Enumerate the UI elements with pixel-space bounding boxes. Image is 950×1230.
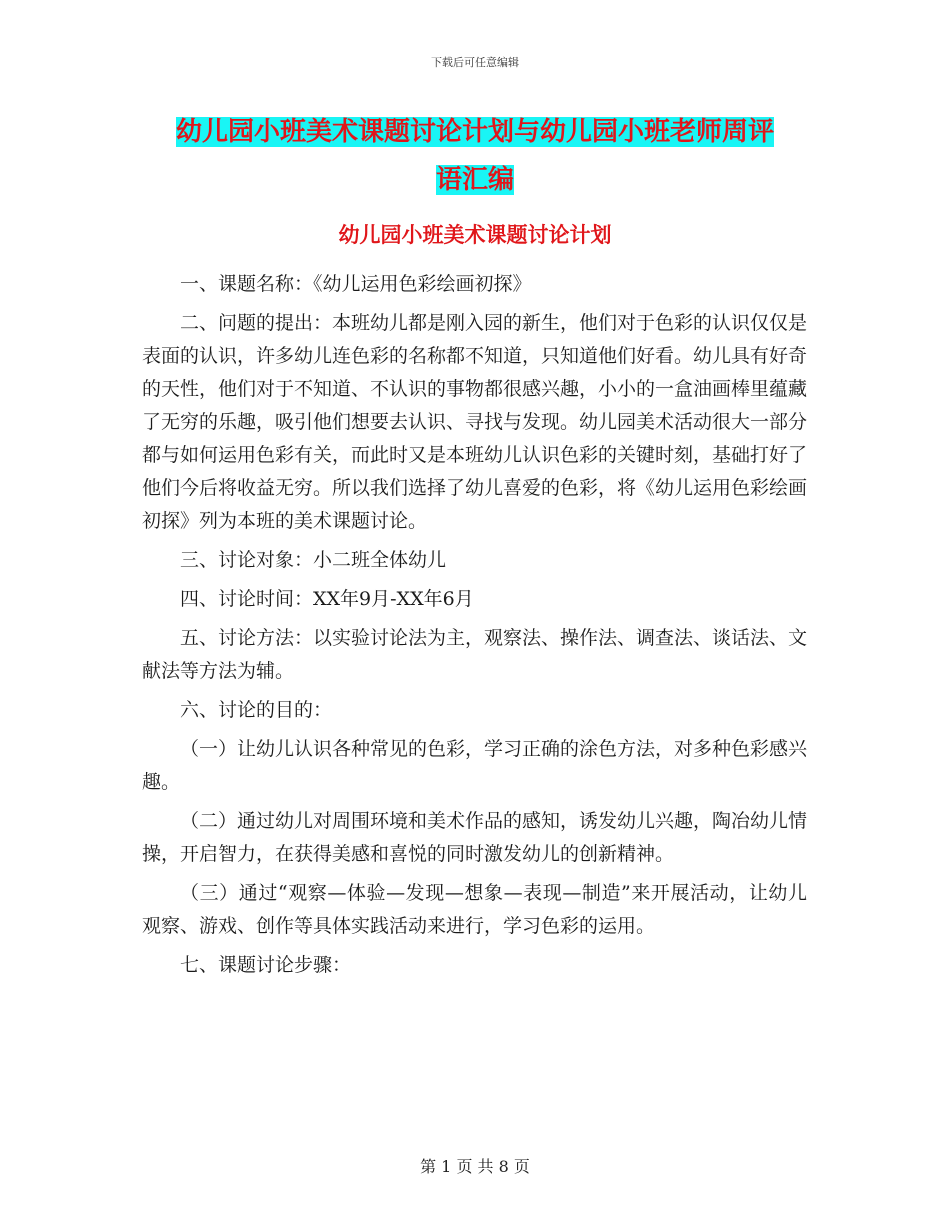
section-title: 幼儿园小班美术课题讨论计划 <box>338 223 612 247</box>
page-footer: 第 1 页 共 8 页 <box>420 1157 530 1176</box>
paragraph-topic-name: 一、课题名称：《幼儿运用色彩绘画初探》 <box>180 273 532 295</box>
paragraph-steps: 七、课题讨论步骤： <box>180 954 352 976</box>
document-title-line2: 语汇编 <box>435 165 514 195</box>
document-body <box>142 268 807 988</box>
document-title <box>140 108 810 204</box>
paragraph-problem: 二、问题的提出：本班幼儿都是刚入园的新生，他们对于色彩的认识仅仅是表面的认识，许多幼儿连色彩的名称都不知道，只知道他们好看。幼儿具有好奇的天性，他们对于不知道、不认识的事物都很感兴趣，小小的一盒油画棒里蕴藏了无穷的乐趣，吸引他们想要去认识、寻找与发现。幼儿园美术活动很大一部分都与如何运用色彩有关，而此时又是本班幼儿认识色彩的关键时刻，基础打好了他们今后将收益无穷。所以我们选择了幼儿喜爱的色彩，将《幼儿运用色彩绘画初探》列为本班的美术课题讨论。 <box>142 312 808 532</box>
document-title-line1: 幼儿园小班美术课题讨论计划与幼儿园小班老师周评 <box>175 117 774 147</box>
paragraph-purpose-1: （一）让幼儿认识各种常见的色彩，学习正确的涂色方法，对多种色彩感兴趣。 <box>142 738 808 793</box>
paragraph-purpose-2: （二）通过幼儿对周围环境和美术作品的感知，诱发幼儿兴趣，陶冶幼儿情操，开启智力，在获得美感和喜悦的同时激发幼儿的创新精神。 <box>142 810 808 865</box>
paragraph-purpose-3: （三）通过“观察—体验—发现—想象—表现—制造”来开展活动，让幼儿观察、游戏、创作等具体实践活动来进行，学习色彩的运用。 <box>142 882 807 937</box>
paragraph-purpose: 六、讨论的目的： <box>180 699 333 721</box>
paragraph-subjects: 三、讨论对象：小二班全体幼儿 <box>180 549 447 571</box>
paragraph-methods: 五、讨论方法：以实验讨论法为主，观察法、操作法、调查法、谈话法、文献法等方法为辅。 <box>142 627 808 682</box>
header-note: 下载后可任意编辑 <box>431 56 519 69</box>
paragraph-time: 四、讨论时间：XX年9月-XX年6月 <box>180 588 474 610</box>
